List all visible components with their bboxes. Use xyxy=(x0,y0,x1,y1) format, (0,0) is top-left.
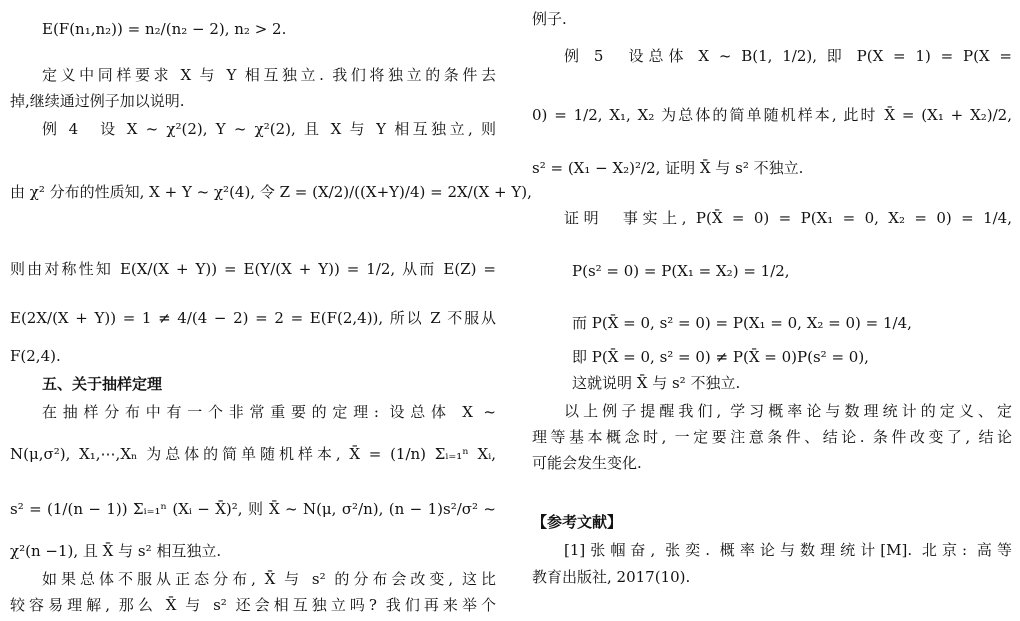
conclusion-line: 理等基本概念时, 一定要注意条件、结论. 条件改变了, 结论 xyxy=(532,428,1012,446)
proof-line: 而 P(X̄ = 0, s² = 0) = P(X₁ = 0, X₂ = 0) = 1/4, xyxy=(572,314,912,332)
reference-line: [1]张帼奋, 张奕. 概率论与数理统计[M]. 北京: 高等 xyxy=(564,541,1012,559)
conclusion-line: 可能会发生变化. xyxy=(532,454,642,472)
paragraph-line: 定义中同样要求 X 与 Y 相互独立. 我们将独立的条件去 xyxy=(42,66,496,84)
example-5-line: s² = (X₁ − X₂)²/2, 证明 X̄ 与 s² 不独立. xyxy=(532,159,804,177)
paragraph-line: 例子. xyxy=(532,10,567,28)
theorem-line: N(μ,σ²), X₁,⋯,Xₙ 为总体的简单随机样本, X̄ = (1/n) Σᵢ₌₁ⁿ Xᵢ, xyxy=(10,445,496,463)
formula-line: E(F(n₁,n₂)) = n₂/(n₂ − 2), n₂ > 2. xyxy=(42,20,287,38)
theorem-line: 在抽样分布中有一个非常重要的定理: 设总体 X ~ xyxy=(42,403,496,421)
proof-line: 这就说明 X̄ 与 s² 不独立. xyxy=(572,374,741,392)
example-4-line: 例 4 设 X ~ χ²(2), Y ~ χ²(2), 且 X 与 Y 相互独立, 则 xyxy=(42,120,496,138)
example-4-line: 由 χ² 分布的性质知, X + Y ~ χ²(4), 令 Z = (X/2)/((X+Y)/4) = 2X/(X + Y), xyxy=(10,183,532,201)
proof-line: 即 P(X̄ = 0, s² = 0) ≠ P(X̄ = 0)P(s² = 0), xyxy=(572,348,869,366)
reference-line: 教育出版社, 2017(10). xyxy=(532,568,691,586)
example-4-line: 则由对称性知 E(X/(X + Y)) = E(Y/(X + Y)) = 1/2, 从而 E(Z) = xyxy=(10,260,496,278)
conclusion-line: 以上例子提醒我们, 学习概率论与数理统计的定义、定 xyxy=(564,402,1012,420)
example-4-line: F(2,4). xyxy=(10,347,61,365)
theorem-line: χ²(n −1), 且 X̄ 与 s² 相互独立. xyxy=(10,542,222,560)
proof-line: P(s² = 0) = P(X₁ = X₂) = 1/2, xyxy=(572,262,790,280)
paragraph-line: 如果总体不服从正态分布, X̄ 与 s² 的分布会改变, 这比 xyxy=(42,570,496,588)
example-5-line: 例 5 设总体 X ~ B(1, 1/2), 即 P(X = 1) = P(X = xyxy=(564,47,1012,65)
proof-line: 证明 事实上, P(X̄ = 0) = P(X₁ = 0, X₂ = 0) = 1/4, xyxy=(564,209,1012,227)
example-5-line: 0) = 1/2, X₁, X₂ 为总体的简单随机样本, 此时 X̄ = (X₁ + X₂)/2, xyxy=(532,106,1012,124)
section-heading: 五、关于抽样定理 xyxy=(42,375,163,393)
example-4-line: E(2X/(X + Y)) = 1 ≠ 4/(4 − 2) = 2 = E(F(2,4)), 所以 Z 不服从 xyxy=(10,309,496,327)
paragraph-line: 掉,继续通过例子加以说明. xyxy=(10,92,185,110)
references-title: 【参考文献】 xyxy=(532,513,623,531)
theorem-line: s² = (1/(n − 1)) Σᵢ₌₁ⁿ (Xᵢ − X̄)², 则 X̄ ~ N(μ, σ²/n), (n − 1)s²/σ² ~ xyxy=(10,500,496,518)
paragraph-line: 较容易理解, 那么 X̄ 与 s² 还会相互独立吗? 我们再来举个 xyxy=(10,596,496,614)
